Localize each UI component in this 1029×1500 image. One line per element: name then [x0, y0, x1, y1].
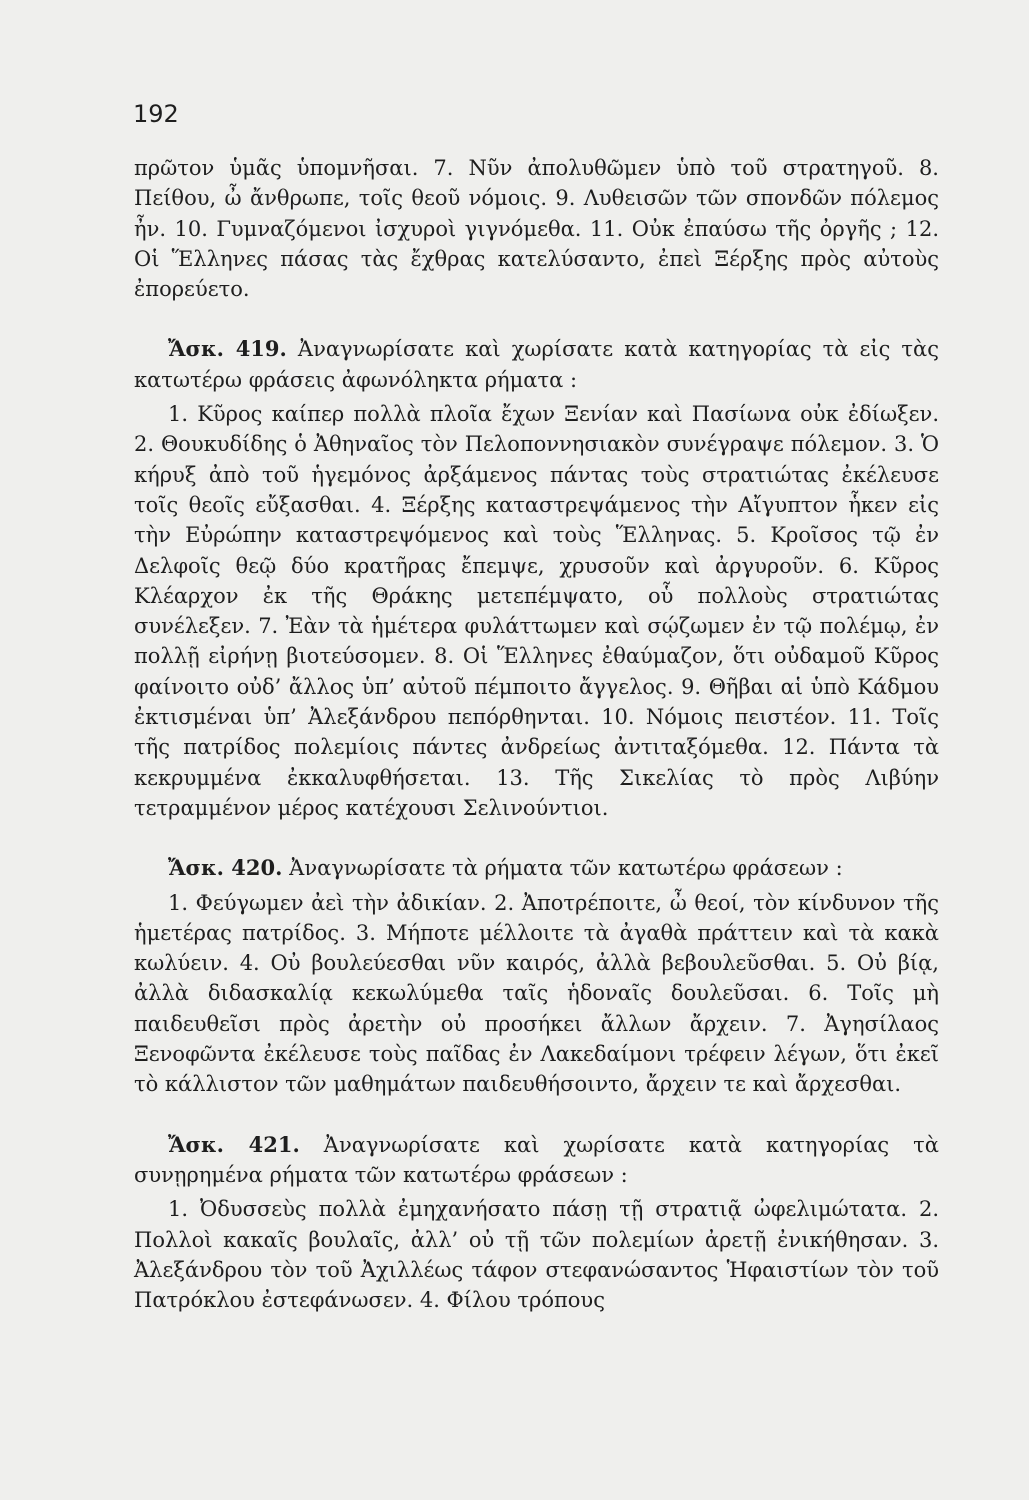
exercise-420 — [134, 853, 939, 1099]
exercise-419 — [134, 334, 939, 823]
page-number: 192 — [133, 100, 179, 128]
exercise-421 — [134, 1130, 939, 1316]
exercise-heading — [134, 334, 939, 395]
exercise-instruction: Ἀναγνωρίσατε καὶ χωρίσατε κατὰ κατηγορίας τὰ εἰς τὰς κατωτέρω φράσεις ἀφωνόληκτα ρήματα : — [134, 337, 939, 392]
exercise-instruction: Ἀναγνωρίσατε τὰ ρήματα τῶν κατωτέρω φράσεων : — [289, 856, 843, 881]
exercise-sentences: 1. Κῦρος καίπερ πολλὰ πλοῖα ἔχων Ξενίαν καὶ Πασίωνα οὐκ ἐδίωξεν. 2. Θουκυδίδης ὁ Ἀθηναῖος τὸν Πελοποννησιακὸν συνέγραψε πόλεμον. 3. Ὁ κήρυξ ἀπὸ τοῦ ἡγεμόνος ἀρξάμενος πάντας τοὺς στρατιώτας ἐκέλευσε τοῖς θεοῖς εὔξασθαι. 4. Ξέρξης καταστρεψάμενος τὴν Αἴγυπτον ἧκεν εἰς τὴν Εὐρώπην καταστρεψόμενος καὶ τοὺς Ἕλληνας. 5. Κροῖσος τῷ ἐν Δελφοῖς θεῷ δύο κρατῆρας ἔπεμψε, χρυσοῦν καὶ ἀργυροῦν. 6. Κῦρος Κλέαρχον ἐκ τῆς Θράκης μετεπέμψατο, οὗ πολλοὺς στρατιώτας συνέλεξεν. 7. Ἐὰν τὰ ἡμέτερα φυλάττωμεν καὶ σῴζωμεν ἐν τῷ πολέμῳ, ἐν πολλῇ εἰρήνῃ βιοτεύσομεν. 8. Οἱ Ἕλληνες ἐθαύμαζον, ὅτι οὐδαμοῦ Κῦρος φαίνοιτο οὐδ’ ἄλλος ὑπ’ αὐτοῦ πέμποιτο ἄγγελος. 9. Θῆβαι αἱ ὑπὸ Κάδμου ἐκτισμέναι ὑπ’ Ἀλεξάνδρου πεπόρθηνται. 10. Νόμοις πειστέον. 11. Τοῖς τῆς πατρίδος πολεμίοις πάντες ἀνδρείως ἀντιταξόμεθα. 12. Πάντα τὰ κεκρυμμένα ἐκκαλυφθήσεται. 13. Τῆς Σικελίας τὸ πρὸς Λιβύην τετραμμένον μέρος κατέχουσι Σελινούντιοι. — [134, 402, 939, 820]
exercise-instruction: Ἀναγνωρίσατε καὶ χωρίσατε κατὰ κατηγορίας τὰ συνῃρημένα ρήματα τῶν κατωτέρω φράσεων : — [134, 1132, 939, 1187]
intro-paragraph: πρῶτον ὑμᾶς ὑπομνῆσαι. 7. Νῦν ἀπολυθῶμεν ὑπὸ τοῦ στρατηγοῦ. 8. Πείθου, ὦ ἄνθρωπε, τοῖς θεοῦ νόμοις. 9. Λυθεισῶν τῶν σπονδῶν πόλεμος ἦν. 10. Γυμναζόμενοι ἰσχυροὶ γιγνόμεθα. 11. Οὐκ ἐπαύσω τῆς ὀργῆς ; 12. Οἱ Ἕλληνες πάσας τὰς ἔχθρας κατελύσαντο, ἐπεὶ Ξέρξης πρὸς αὐτοὺς ἐπορεύετο. — [134, 156, 939, 302]
exercise-sentences: 1. Φεύγωμεν ἀεὶ τὴν ἀδικίαν. 2. Ἀποτρέποιτε, ὦ θεοί, τὸν κίνδυνον τῆς ἡμετέρας πατρίδος. 3. Μήποτε μέλλοιτε τὰ ἀγαθὰ πράττειν καὶ τὰ κακὰ κωλύειν. 4. Οὐ βουλεύεσθαι νῦν καιρός, ἀλλὰ βεβουλεῦσθαι. 5. Οὐ βίᾳ, ἀλλὰ διδασκαλίᾳ κεκωλύμεθα ταῖς ἡδοναῖς δουλεῦσαι. 6. Τοῖς μὴ παιδευθεῖσι πρὸς ἀρετὴν οὐ προσήκει ἄλλων ἄρχειν. 7. Ἀγησίλαος Ξενοφῶντα ἐκέλευσε τοὺς παῖδας ἐν Λακεδαίμονι τρέφειν λέγων, ὅτι ἐκεῖ τὸ κάλλιστον τῶν μαθημάτων παιδευθήσοιντο, ἄρχειν τε καὶ ἄρχεσθαι. — [134, 890, 939, 1097]
exercise-sentences: 1. Ὀδυσσεὺς πολλὰ ἐμηχανήσατο πάσῃ τῇ στρατιᾷ ὠφελιμώτατα. 2. Πολλοὶ κακαῖς βουλαῖς, ἀλλ’ οὐ τῇ τῶν πολεμίων ἀρετῇ ἐνικήθησαν. 3. Ἀλεξάνδρου τὸν τοῦ Ἀχιλλέως τάφον στεφανώσαντος Ἡφαιστίων τὸν τοῦ Πατρόκλου ἐστεφάνωσεν. 4. Φίλου τρόπους — [134, 1197, 939, 1313]
exercise-label: Ἄσκ. 421. — [168, 1131, 300, 1157]
exercise-heading — [134, 1130, 939, 1191]
exercise-label: Ἄσκ. 419. — [168, 336, 287, 362]
exercise-heading — [134, 853, 939, 883]
page-text — [134, 153, 939, 1315]
exercise-label: Ἄσκ. 420. — [168, 855, 283, 881]
